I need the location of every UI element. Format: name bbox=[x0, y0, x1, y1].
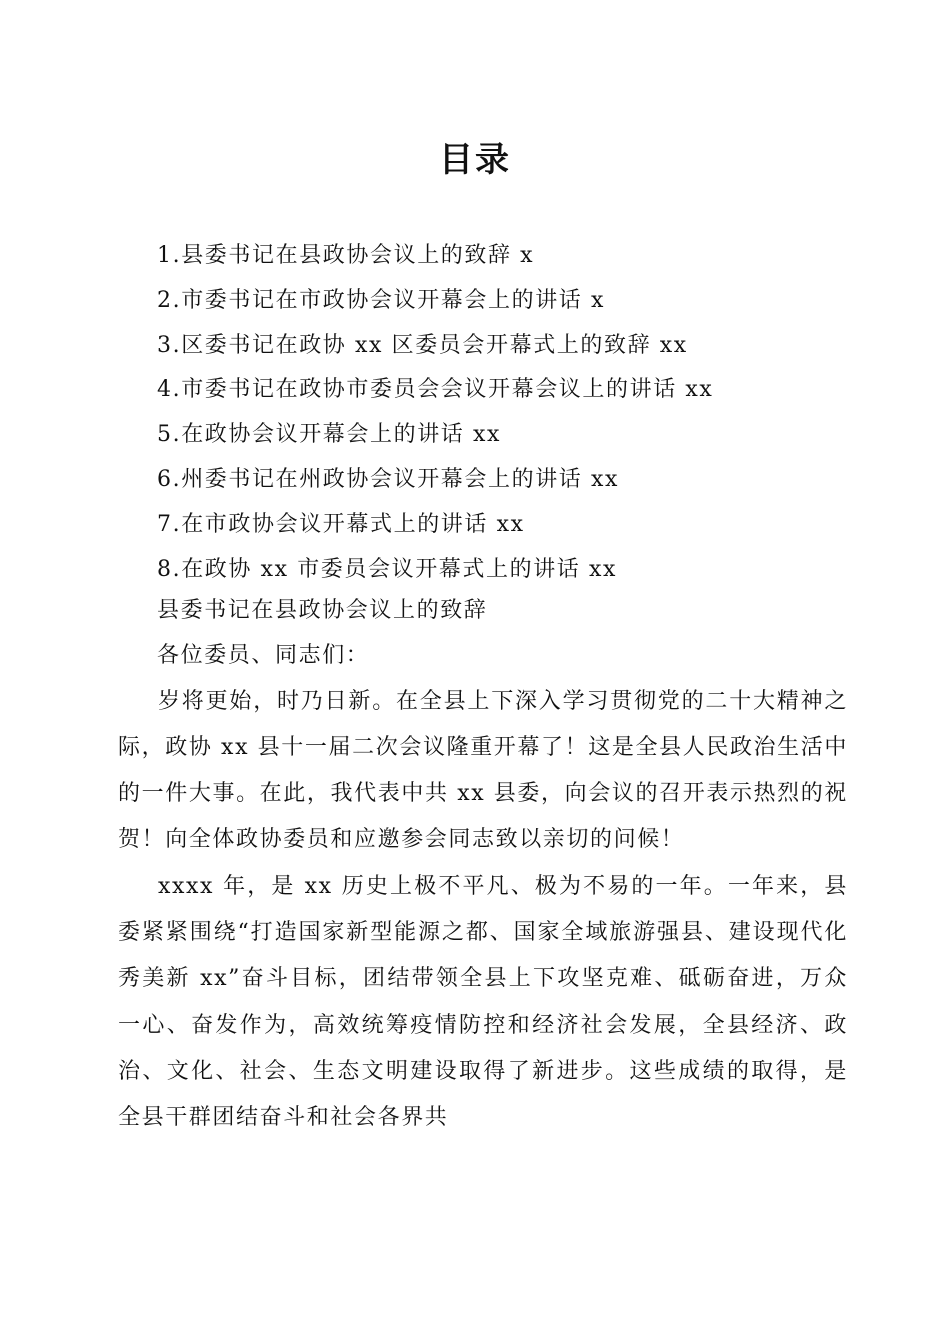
toc-item-1: 1.县委书记在县政协会议上的致辞 x bbox=[157, 243, 535, 268]
toc-item-7: 7.在市政协会议开幕式上的讲话 xx bbox=[157, 511, 525, 537]
toc-item-5: 5.在政协会议开幕会上的讲话 xx bbox=[157, 422, 501, 448]
speech-heading: 县委书记在县政协会议上的致辞 bbox=[157, 598, 488, 623]
salutation: 各位委员、同志们： bbox=[157, 642, 370, 668]
toc-item-8: 8.在政协 xx 市委员会议开幕式上的讲话 xx bbox=[157, 556, 617, 582]
toc-item-2: 2.市委书记在市政协会议开幕会上的讲话 x bbox=[157, 287, 605, 313]
paragraph-2: xxxx 年，是 xx 历史上极不平凡、极为不易的一年。一年来，县委紧紧围绕“打造国家新型能源之都、国家全域旅游强县、建设现代化秀美新 xx”奋斗目标，团结带领全县上下攻坚克难、砥砺奋进，万众一心、奋发作为，高效统筹疫情防控和经济社会发展，全县经济、政治、文化、社会、生态文明建设取得了新进步。这些成绩的取得，是全县干群团结奋斗和社会各界共 bbox=[118, 873, 848, 1131]
table-of-contents bbox=[157, 234, 877, 592]
page-title: 目录 bbox=[439, 140, 511, 180]
paragraph-1: 岁将更始，时乃日新。在全县上下深入学习贯彻党的二十大精神之际，政协 xx 县十一届二次会议隆重开幕了！这是全县人民政治生活中的一件大事。在此，我代表中共 xx 县委，向会议的召开表示热烈的祝贺！向全体政协委员和应邀参会同志致以亲切的问候！ bbox=[118, 688, 848, 853]
speech-body bbox=[118, 589, 848, 1142]
toc-item-6: 6.州委书记在州政协会议开幕会上的讲话 xx bbox=[157, 466, 619, 492]
toc-item-4: 4.市委书记在政协市委员会会议开幕会议上的讲话 xx bbox=[157, 377, 714, 403]
toc-item-3: 3.区委书记在政协 xx 区委员会开幕式上的致辞 xx bbox=[157, 332, 688, 358]
